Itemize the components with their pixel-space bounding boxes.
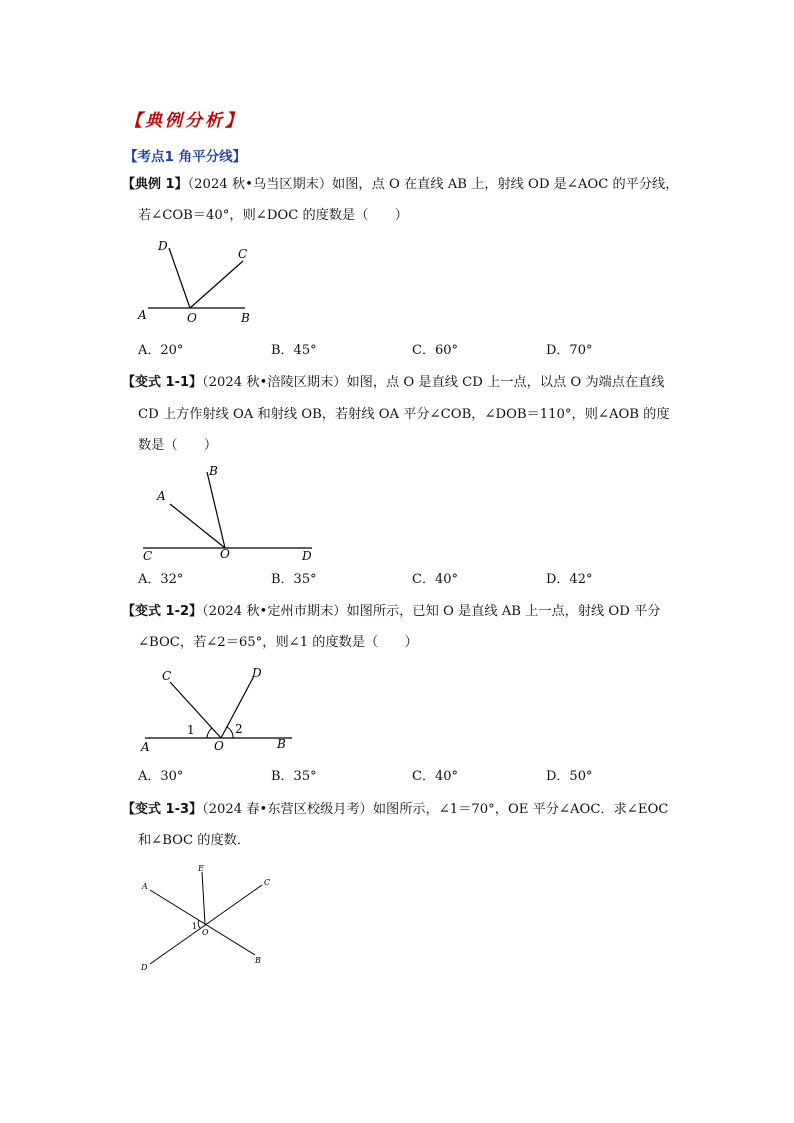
option-d[interactable]: D．42° [546,572,593,587]
question-text: （2024 秋•乌当区期末）如图，点 O 在直线 AB 上，射线 OD 是∠AOC 的平分线， [187,177,679,192]
option-d[interactable]: D．50° [546,769,593,784]
ray-od [169,248,190,308]
question-label: 【典例 1】 [122,177,188,192]
figure-0 [130,234,270,329]
topic-title: 【考点1 角平分线】 [124,149,247,165]
option-b[interactable]: B．45° [271,343,317,358]
figure-1 [135,460,325,565]
ray-oc [170,682,221,738]
question-0-line1 [122,175,678,195]
question-label: 【变式 1-2】 [122,604,203,619]
point-label-a: A [141,740,150,754]
question-text: （2024 秋•定州市期末）如图所示，已知 O 是直线 AB 上一点，射线 OD 平分 [202,604,661,619]
ray-oe [202,872,205,924]
point-label-d: D [158,239,168,253]
angle-2-arc [227,727,233,738]
point-label-o: O [220,547,230,561]
question-text: （2024 秋•涪陵区期末）如图，点 O 是直线 CD 上一点，以点 O 为端点在直线 [202,375,665,390]
angle-label-1: 1 [187,723,195,737]
angle-1-arc [207,728,212,738]
point-label-b: B [241,311,250,325]
section-title: 【典例分析】 [125,111,245,131]
option-b[interactable]: B．35° [271,572,317,587]
point-label-o: O [214,739,224,753]
option-c[interactable]: C．60° [412,343,458,358]
question-3-line2: 和∠BOC 的度数． [138,833,251,848]
option-a[interactable]: A．30° [138,769,184,784]
option-c[interactable]: C．40° [412,769,458,784]
point-label-o: O [202,928,209,937]
point-label-d: D [141,963,148,972]
point-label-b: B [209,464,218,478]
option-d[interactable]: D．70° [546,343,593,358]
point-label-a: A [142,882,148,891]
question-label: 【变式 1-3】 [122,802,203,817]
point-label-o: O [187,311,197,325]
point-label-c: C [264,878,271,887]
point-label-d: D [252,666,262,680]
line-ab [150,890,255,955]
question-text: （2024 春•东营区校级月考）如图所示，∠1＝70°，OE 平分∠AOC．求∠EOC [202,802,669,817]
question-3-line1 [122,800,668,820]
point-label-d: D [302,549,312,563]
ray-oc [190,261,243,308]
point-label-a: A [138,308,147,322]
question-1-line1 [122,373,664,393]
line-cd [150,885,262,964]
question-label: 【变式 1-1】 [122,375,203,390]
figure-3 [135,860,280,980]
figure-2 [135,660,305,755]
question-2-line1 [122,602,660,622]
angle-label-2: 2 [235,722,243,736]
point-label-a: A [157,489,166,503]
ray-ob [207,472,225,548]
question-0-line2: 若∠COB＝40°，则∠DOC 的度数是（ ） [138,208,408,223]
option-a[interactable]: A．32° [138,572,184,587]
point-label-b: B [255,956,261,965]
question-1-line2: CD 上方作射线 OA 和射线 OB，若射线 OA 平分∠COB，∠DOB＝110°，则∠AOB 的度 [138,407,670,422]
option-b[interactable]: B．35° [271,769,317,784]
option-c[interactable]: C．40° [412,572,458,587]
angle-label-1: 1 [192,922,198,931]
point-label-b: B [277,737,286,751]
point-label-c: C [238,247,248,261]
point-label-e: E [198,864,204,873]
question-2-line2: ∠BOC，若∠2＝65°，则∠1 的度数是（ ） [138,635,418,650]
point-label-c: C [162,669,172,683]
question-1-line3: 数是（ ） [138,438,218,453]
option-a[interactable]: A．20° [138,343,184,358]
point-label-c: C [143,549,153,563]
